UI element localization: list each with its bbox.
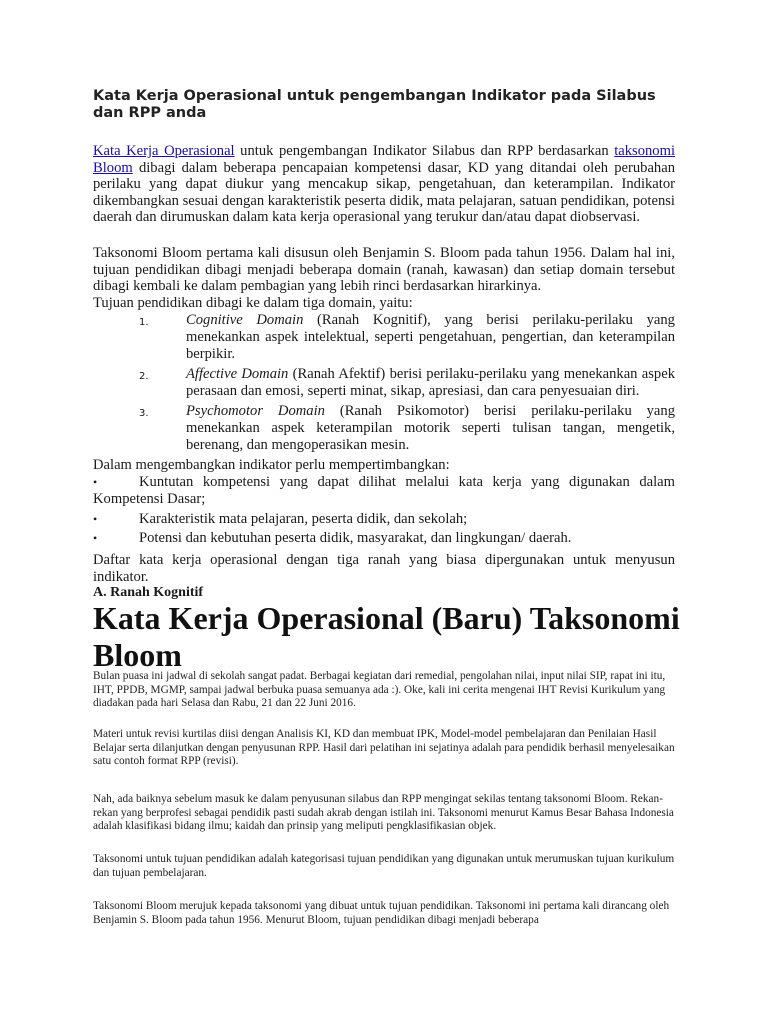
- domain-name: Psychomotor Domain: [186, 403, 325, 419]
- article-heading: Kata Kerja Operasional (Baru) Taksonomi Bloom: [93, 600, 680, 673]
- domain-description: (Ranah Psikomotor) berisi perilaku-perilaku yang menekankan aspek keterampilan motorik seperti tulisan tangan, mengetik, berenang, dan mengoperasikan mesin.: [186, 403, 676, 453]
- taksonomi-bloom-link[interactable]: taksonomi Bloom: [93, 143, 676, 176]
- bullet-item: [93, 511, 675, 528]
- list-paragraph: Daftar kata kerja operasional dengan tiga ranah yang biasa dipergunakan untuk menyusun indikator.: [93, 552, 675, 585]
- bullet-item: [93, 530, 675, 547]
- bullet-text: Kuntutan kompetensi yang dapat dilihat melalui kata kerja yang digunakan dalam Kompetensi Dasar;: [93, 474, 675, 507]
- article-paragraph: Taksonomi Bloom merujuk kepada taksonomi yang dibuat untuk tujuan pendidikan. Taksonomi ini pertama kali dirancang oleh Benjamin S. Bloom pada tahun 1956. Menurut Bloom, tujuan pendidikan dibagi menjadi beberapa: [93, 900, 670, 926]
- domains-intro: Tujuan pendidikan dibagi ke dalam tiga domain, yaitu:: [93, 295, 413, 311]
- domain-number: 1.: [139, 317, 149, 328]
- domain-name: Cognitive Domain: [186, 312, 304, 328]
- bullet-icon: •: [93, 531, 98, 545]
- intro-text-1: untuk pengembangan Indikator Silabus dan RPP berdasarkan: [234, 143, 615, 159]
- bullet-text: Potensi dan kebutuhan peserta didik, masyarakat, dan lingkungan/ daerah.: [139, 530, 572, 546]
- domain-description: (Ranah Kognitif), yang berisi perilaku-perilaku yang menekankan aspek intelektual, seperti pengetahuan, pengertian, dan keterampilan berpikir.: [186, 312, 675, 362]
- article-paragraph: Materi untuk revisi kurtilas diisi dengan Analisis KI, KD dan membuat IPK, Model-model pembelajaran dan Penilaian Hasil Belajar serta dilanjutkan dengan penyusunan RPP. Hasil dari pelatihan ini sejatinya adalah para pendidik berhasil menyelesaikan satu contoh format RPP (revisi).: [93, 728, 675, 768]
- intro-paragraph: [93, 143, 675, 226]
- indicator-paragraph: Dalam mengembangkan indikator perlu mempertimbangkan:: [93, 457, 450, 473]
- document-title: Kata Kerja Operasional untuk pengembangan Indikator pada Silabus dan RPP anda: [93, 88, 656, 121]
- domain-item-cognitive: [139, 312, 675, 363]
- intro-text-2: dibagi dalam beberapa pencapaian kompetensi dasar, KD yang ditandai oleh perubahan perilaku yang dapat diukur yang mencakup sikap, pengetahuan, dan keterampilan. Indikator dikembangkan sesuai dengan karakteristik peserta didik, mata pelajaran, satuan pendidikan, potensi daerah dan dirumuskan dalam kata kerja operasional yang terukur dan/atau dapat diobservasi.: [93, 159, 675, 225]
- bullet-item: [93, 474, 675, 508]
- article-paragraph: Bulan puasa ini jadwal di sekolah sangat padat. Berbagai kegiatan dari remedial, pengolahan nilai, input nilai SIP, rapat ini itu, IHT, PPDB, MGMP, sampai jadwal berbuka puasa semuanya ada :). Oke, kali ini cerita mengenai IHT Revisi Kurikulum yang diadakan pada hari Selasa dan Rabu, 21 dan 22 Juni 2016.: [93, 670, 666, 710]
- domain-description: (Ranah Afektif) berisi perilaku-perilaku yang menekankan aspek perasaan dan emosi, seperti minat, sikap, apresiasi, dan cara penyesuaian diri.: [186, 366, 675, 399]
- bloom-paragraph: Taksonomi Bloom pertama kali disusun oleh Benjamin S. Bloom pada tahun 1956. Dalam hal ini, tujuan pendidikan dibagi menjadi beberapa domain (ranah, kawasan) dan setiap domain tersebut dibagi kembali ke dalam pembagian yang lebih rinci berdasarkan hirarkinya.: [93, 245, 675, 294]
- domain-number: 2.: [139, 371, 149, 382]
- bullet-text: Karakteristik mata pelajaran, peserta didik, dan sekolah;: [139, 511, 468, 527]
- domain-item-psychomotor: [139, 403, 675, 454]
- section-subheading: A. Ranah Kognitif: [93, 585, 204, 600]
- domain-number: 3.: [139, 408, 149, 419]
- bullet-icon: •: [93, 512, 98, 526]
- article-paragraph: Nah, ada baiknya sebelum masuk ke dalam penyusunan silabus dan RPP mengingat sekilas tentang taksonomi Bloom. Rekan-rekan yang berprofesi sebagai pendidik pasti sudah akrab dengan istilah ini. Taksonomi menurut Kamus Besar Bahasa Indonesia adalah klasifikasi bidang ilmu; kaidah dan prinsip yang meliputi pengklasifikasian objek.: [93, 793, 674, 833]
- domain-item-affective: [139, 366, 675, 400]
- kata-kerja-operasional-link[interactable]: Kata Kerja Operasional: [93, 143, 235, 159]
- article-paragraph: Taksonomi untuk tujuan pendidikan adalah kategorisasi tujuan pendidikan yang digunakan untuk merumuskan tujuan kurikulum dan tujuan pembelajaran.: [93, 853, 675, 879]
- bullet-icon: •: [93, 475, 98, 489]
- domain-name: Affective Domain: [186, 366, 289, 382]
